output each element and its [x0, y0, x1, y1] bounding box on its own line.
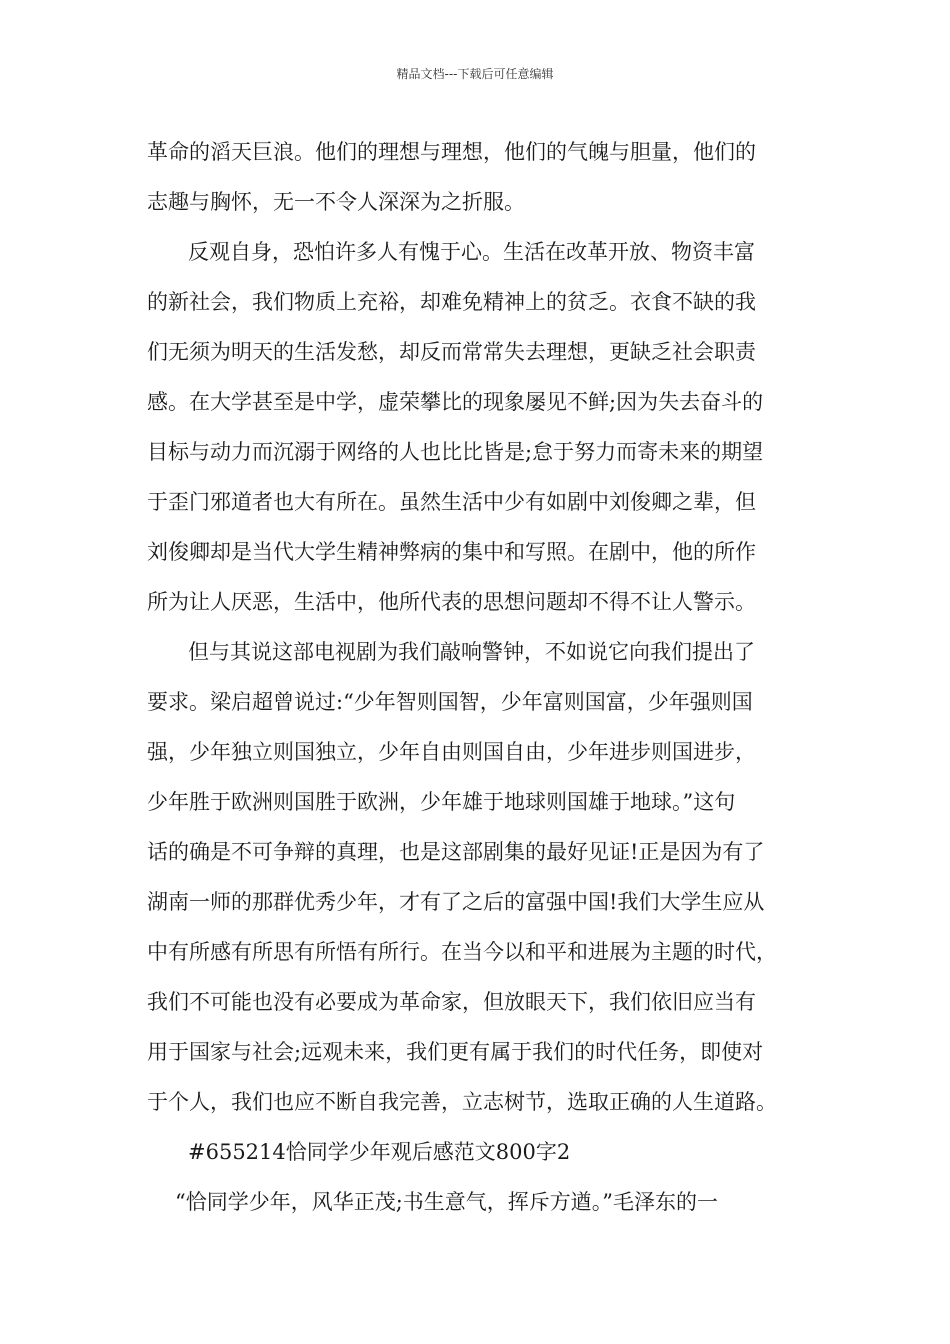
paragraph-line: “恰同学少年，风华正茂;书生意气，挥斥方遒。”毛泽东的一 [175, 1190, 719, 1214]
paragraph-line: 革命的滔天巨浪。他们的理想与理想，他们的气魄与胆量，他们的 [147, 140, 756, 164]
paragraph-line: 话的确是不可争辩的真理，也是这部剧集的最好见证!正是因为有了 [147, 840, 765, 864]
paragraph-line: 志趣与胸怀，无一不令人深深为之折服。 [147, 190, 525, 214]
paragraph-line: 感。在大学甚至是中学，虚荣攀比的现象屡见不鲜;因为失去奋斗的 [147, 390, 764, 414]
paragraph-line: 于歪门邪道者也大有所在。虽然生活中少有如剧中刘俊卿之辈，但 [147, 490, 756, 514]
paragraph-line: 少年胜于欧洲则国胜于欧洲，少年雄于地球则国雄于地球。”这句 [147, 790, 736, 814]
paragraph-line: 的新社会，我们物质上充裕，却难免精神上的贫乏。衣食不缺的我 [147, 290, 756, 314]
paragraph-line: 我们不可能也没有必要成为革命家，但放眼天下，我们依旧应当有 [147, 990, 756, 1014]
section-heading: #655214恰同学少年观后感范文800字2 [188, 1140, 571, 1164]
paragraph-line: 刘俊卿却是当代大学生精神弊病的集中和写照。在剧中，他的所作 [147, 540, 756, 564]
page-header: 精品文档---下载后可任意编辑 [396, 67, 554, 81]
paragraph-line: 目标与动力而沉溺于网络的人也比比皆是;怠于努力而寄未来的期望 [147, 440, 764, 464]
paragraph-line: 中有所感有所思有所悟有所行。在当今以和平和进展为主题的时代， [147, 940, 777, 964]
paragraph-line: 反观自身，恐怕许多人有愧于心。生活在改革开放、物资丰富 [188, 240, 755, 264]
paragraph-line: 湖南一师的那群优秀少年，才有了之后的富强中国!我们大学生应从 [147, 890, 765, 914]
paragraph-line: 要求。梁启超曾说过:“少年智则国智，少年富则国富，少年强则国 [147, 690, 753, 714]
paragraph-line: 于个人，我们也应不断自我完善，立志树节，选取正确的人生道路。 [147, 1090, 777, 1114]
paragraph-line: 所为让人厌恶，生活中，他所代表的思想问题却不得不让人警示。 [147, 590, 756, 614]
paragraph-line: 但与其说这部电视剧为我们敲响警钟，不如说它向我们提出了 [188, 640, 755, 664]
paragraph-line: 用于国家与社会;远观未来，我们更有属于我们的时代任务，即使对 [147, 1040, 764, 1064]
paragraph-line: 强，少年独立则国独立，少年自由则国自由，少年进步则国进步， [147, 740, 756, 764]
paragraph-line: 们无须为明天的生活发愁，却反而常常失去理想，更缺乏社会职责 [147, 340, 756, 364]
